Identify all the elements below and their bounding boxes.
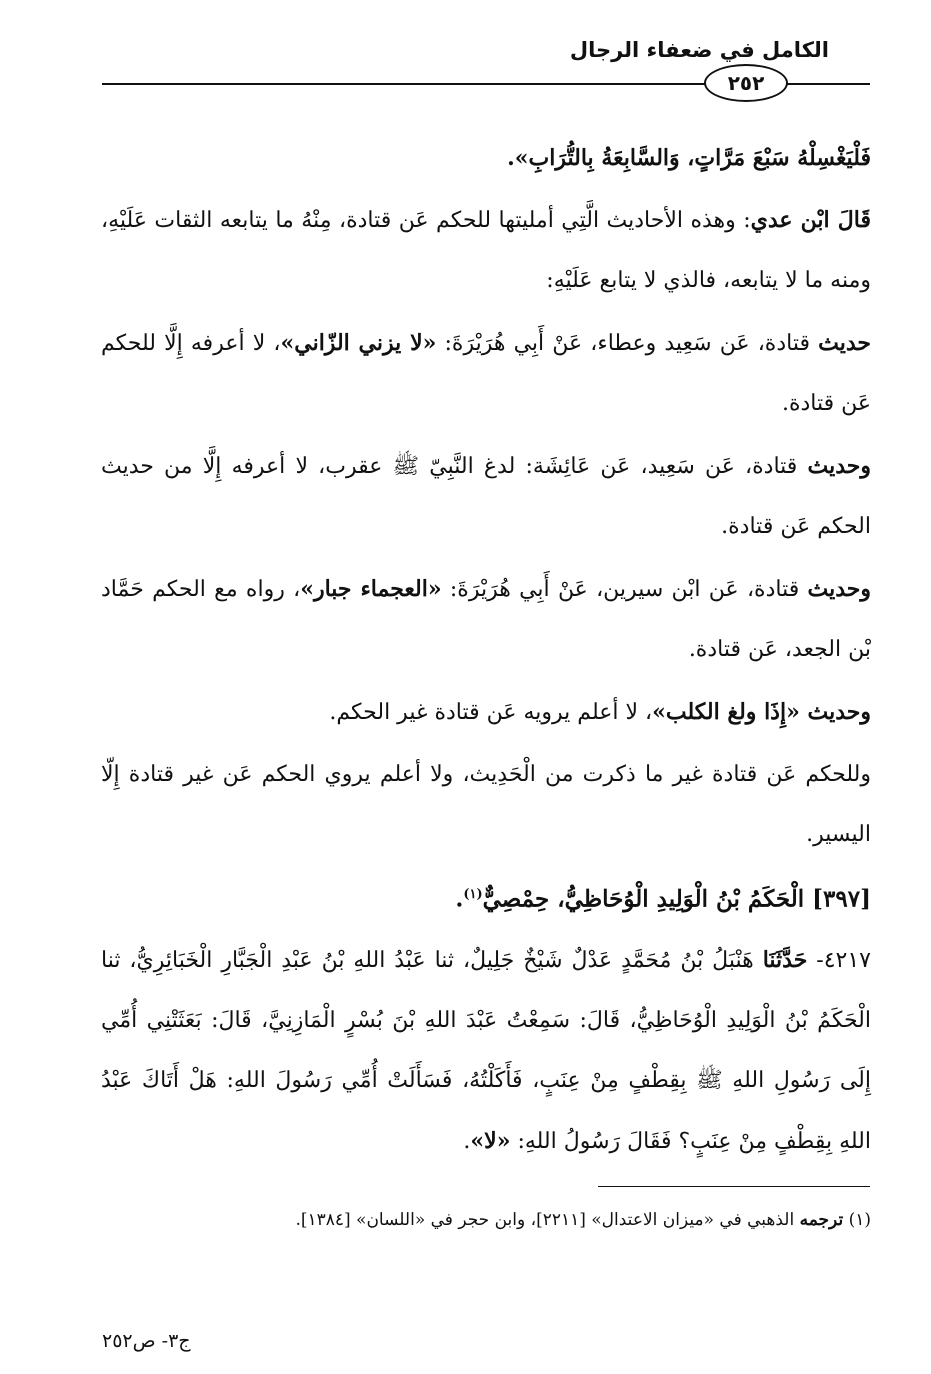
- hadith-label: وحديث: [807, 699, 871, 725]
- page-reference: ج٣- ص٢٥٢: [102, 1330, 191, 1352]
- paragraph-5: [101, 559, 871, 680]
- hadith-label: حديث: [818, 330, 871, 356]
- footnote-text: الذهبي في «ميزان الاعتدال» [٢٢١١]، وابن حجر في «اللسان» [١٣٨٤].: [295, 1210, 800, 1230]
- hadith-quote: «إِذَا ولغ الكلب»: [652, 699, 808, 725]
- footnote-number: (١): [843, 1210, 871, 1230]
- hadith-text: هَنْبَلُ بْنُ مُحَمَّدٍ عَدْلٌ شَيْخٌ جَلِيلٌ، ثنا عَبْدُ اللهِ بْنُ عَبْدِ الْجَبَّارِ الْخَبَائِرِيُّ، ثنا الْحَكَمُ بْنُ الْوَلِيدِ الْوُحَاظِيُّ، قَالَ: سَمِعْتُ عَبْدَ اللهِ بْنَ بُسْرٍ الْمَازِنِيَّ، قَالَ: بَعَثَتْنِي أُمِّي إِلَى رَسُولِ اللهِ ﷺ بِقِطْفٍ مِنْ عِنَبٍ، فَأَكَلْتُهُ، فَسَأَلَتْ أُمِّي رَسُولَ اللهِ: هَلْ أَتَاكَ عَبْدُ اللهِ بِقِطْفٍ مِنْ عِنَبٍ؟ فَقَالَ رَسُولُ اللهِ:: [101, 947, 871, 1154]
- author-name: قَالَ ابْن عدي: [750, 207, 871, 233]
- hadith-quote: «لا»: [470, 1127, 511, 1154]
- hadith-quote: «العجماء جبار»: [300, 576, 442, 602]
- page-number-badge: ٢٥٢: [704, 64, 788, 102]
- hadith-number: ٤٢١٧-: [807, 947, 871, 973]
- hadith-lead: حَدَّثَنَا: [762, 946, 808, 973]
- hadith-end: .: [463, 1128, 471, 1154]
- hadith-quote: «لا يزني الزّاني»: [280, 330, 437, 356]
- hadith-paragraph: [101, 930, 871, 1172]
- paragraph-text: ، لا أعرفه إِلَّا للحكم عَن قتادة.: [101, 331, 871, 416]
- footnote-ref: (١): [463, 887, 483, 902]
- footnote-rule: [598, 1186, 870, 1187]
- paragraph-2: [101, 190, 871, 311]
- hadith-label: وحديث: [807, 576, 871, 602]
- paragraph-text: قتادة، عَن ابْن سيرين، عَنْ أَبِي هُرَيْرَةَ:: [441, 577, 808, 602]
- footnote-lead: ترجمه: [799, 1210, 844, 1230]
- paragraph-text: ، لا أعلم يرويه عَن قتادة غير الحكم.: [329, 700, 653, 725]
- paragraph-text: ، رواه مع الحكم حَمَّاد بْن الجعد، عَن قتادة.: [101, 577, 871, 662]
- paragraph-text: قتادة، عَن سَعِيد، عَن عَائِشَة: لدغ النَّبِيّ ﷺ عقرب، لا أعرفه إِلَّا من حديث الحكم عَن قتادة.: [101, 454, 871, 539]
- entry-title: [٣٩٧] الْحَكَمُ بْنُ الْوَلِيدِ الْوُحَاظِيُّ، حِمْصِيٌّ: [482, 885, 871, 913]
- entry-end: .: [455, 885, 464, 913]
- paragraph-text: قتادة، عَن سَعِيد وعطاء، عَنْ أَبِي هُرَيْرَةَ:: [436, 331, 819, 356]
- body-text: [101, 128, 871, 1172]
- paragraph-4: [101, 436, 871, 557]
- footnote: [101, 1206, 871, 1234]
- paragraph-1: فَلْيَغْسِلْهُ سَبْعَ مَرَّاتٍ، وَالسَّابِعَةُ بِالتُّرَابِ».: [507, 145, 871, 171]
- paragraph-6: [101, 682, 871, 743]
- running-title: الكامل في ضعفاء الرجال: [569, 38, 829, 62]
- hadith-label: وحديث: [807, 453, 871, 479]
- entry-heading: [101, 865, 871, 930]
- paragraph-7: وللحكم عَن قتادة غير ما ذكرت من الْحَدِيث، ولا أعلم يروي الحكم عَن غير قتادة إِلّا اليسير.: [101, 762, 871, 847]
- paragraph-3: [101, 313, 871, 434]
- paragraph-text: : وهذه الأحاديث الَّتِي أمليتها للحكم عَن قتادة، مِنْهُ ما يتابعه الثقات عَلَيْهِ، ومنه ما لا يتابعه، فالذي لا يتابع عَلَيْهِ:: [101, 208, 871, 293]
